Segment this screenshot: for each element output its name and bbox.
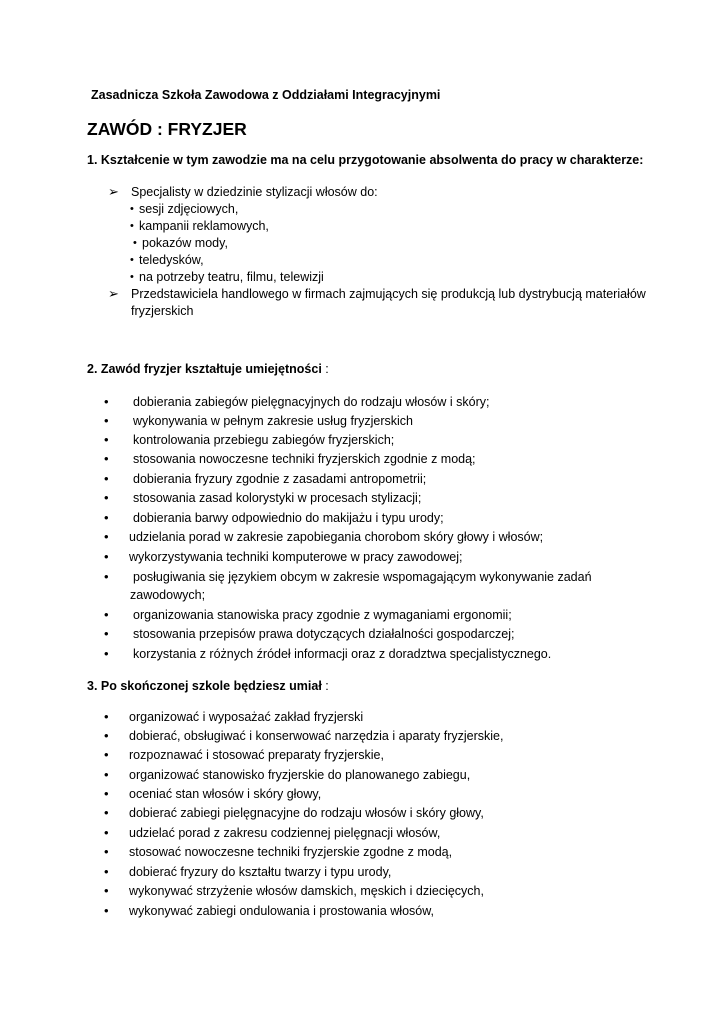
bullet-icon: • — [104, 432, 109, 447]
arrow-bullet-icon: ➢ — [108, 286, 119, 301]
bullet-icon: • — [104, 786, 109, 801]
bullet-icon: • — [104, 451, 109, 466]
section2-item-cont: zawodowych; — [130, 588, 206, 602]
section3-item: dobierać zabiegi pielęgnacyjne do rodzaju włosów i skóry głowy, — [129, 806, 484, 820]
section3-heading — [87, 679, 329, 693]
section2-item: stosowania nowoczesne techniki fryzjerskich zgodnie z modą; — [133, 452, 476, 466]
section2-item: dobierania barwy odpowiednio do makijażu i typu urody; — [133, 511, 444, 525]
section2-heading-bold: 2. Zawód fryzjer kształtuje umiejętności — [87, 362, 322, 376]
section1-heading: 1. Kształcenie w tym zawodzie ma na celu przygotowanie absolwenta do pracy w charakterze: — [87, 153, 644, 167]
section3-item: organizować i wyposażać zakład fryzjerski — [129, 710, 364, 724]
section3-item: udzielać porad z zakresu codziennej pielęgnacji włosów, — [129, 826, 441, 840]
bullet-icon: • — [104, 646, 109, 661]
bullet-icon: • — [130, 203, 134, 215]
bullet-icon: • — [104, 883, 109, 898]
section3-item: rozpoznawać i stosować preparaty fryzjerskie, — [129, 748, 384, 762]
section3-item: dobierać fryzury do kształtu twarzy i typu urody, — [129, 865, 392, 879]
section1-item-specialist: Specjalisty w dziedzinie stylizacji włosów do: — [131, 185, 378, 199]
school-name: Zasadnicza Szkoła Zawodowa z Oddziałami Integracyjnymi — [91, 88, 441, 102]
bullet-icon: • — [104, 413, 109, 428]
section2-item: udzielania porad w zakresie zapobiegania chorobom skóry głowy i włosów; — [129, 530, 544, 544]
bullet-icon: • — [104, 569, 109, 584]
section2-item: stosowania zasad kolorystyki w procesach stylizacji; — [133, 491, 422, 505]
section2-item: dobierania zabiegów pielęgnacyjnych do rodzaju włosów i skóry; — [133, 395, 490, 409]
section3-item: dobierać, obsługiwać i konserwować narzędzia i aparaty fryzjerskie, — [129, 729, 504, 743]
section2-item: dobierania fryzury zgodnie z zasadami antropometrii; — [133, 472, 427, 486]
bullet-icon: • — [104, 549, 109, 564]
bullet-icon: • — [104, 626, 109, 641]
section1-item-sales-rep-cont: fryzjerskich — [131, 304, 194, 318]
bullet-icon: • — [104, 471, 109, 486]
section1-subitem: pokazów mody, — [142, 236, 228, 250]
section2-item: kontrolowania przebiegu zabiegów fryzjerskich; — [133, 433, 395, 447]
section3-heading-bold: 3. Po skończonej szkole będziesz umiał — [87, 679, 322, 693]
section2-item: stosowania przepisów prawa dotyczących działalności gospodarczej; — [133, 627, 515, 641]
section3-item: wykonywać strzyżenie włosów damskich, męskich i dziecięcych, — [129, 884, 484, 898]
section1-subitem: sesji zdjęciowych, — [139, 202, 239, 216]
section2-item: organizowania stanowiska pracy zgodnie z wymaganiami ergonomii; — [133, 608, 512, 622]
bullet-icon: • — [104, 903, 109, 918]
section2-item: korzystania z różnych źródeł informacji oraz z doradztwa specjalistycznego. — [133, 647, 552, 661]
section2-item: posługiwania się językiem obcym w zakresie wspomagającym wykonywanie zadań — [133, 570, 592, 584]
bullet-icon: • — [104, 805, 109, 820]
bullet-icon: • — [104, 529, 109, 544]
section2-item: wykonywania w pełnym zakresie usług fryzjerskich — [133, 414, 413, 428]
section1-item-sales-rep: Przedstawiciela handlowego w firmach zajmujących się produkcją lub dystrybucją materiałów — [131, 287, 646, 301]
section3-item: stosować nowoczesne techniki fryzjerskie zgodne z modą, — [129, 845, 453, 859]
bullet-icon: • — [130, 271, 134, 283]
section2-item: wykorzystywania techniki komputerowe w pracy zawodowej; — [129, 550, 463, 564]
section3-item: organizować stanowisko fryzjerskie do planowanego zabiegu, — [129, 768, 471, 782]
section3-item: oceniać stan włosów i skóry głowy, — [129, 787, 322, 801]
bullet-icon: • — [104, 607, 109, 622]
bullet-icon: • — [130, 220, 134, 232]
section1-subitem: teledysków, — [139, 253, 204, 267]
arrow-bullet-icon: ➢ — [108, 184, 119, 199]
bullet-icon: • — [104, 747, 109, 762]
bullet-icon: • — [104, 864, 109, 879]
bullet-icon: • — [104, 709, 109, 724]
bullet-icon: • — [104, 394, 109, 409]
section2-heading-colon: : — [321, 362, 329, 376]
bullet-icon: • — [104, 844, 109, 859]
section1-subitem: kampanii reklamowych, — [139, 219, 269, 233]
bullet-icon: • — [104, 728, 109, 743]
section3-heading-colon: : — [321, 679, 329, 693]
bullet-icon: • — [104, 510, 109, 525]
section3-item: wykonywać zabiegi ondulowania i prostowania włosów, — [129, 904, 435, 918]
bullet-icon: • — [104, 825, 109, 840]
bullet-icon: • — [130, 254, 134, 266]
bullet-icon: • — [133, 237, 137, 249]
section2-heading — [87, 362, 329, 376]
page-title: ZAWÓD : FRYZJER — [87, 119, 247, 139]
section1-subitem: na potrzeby teatru, filmu, telewizji — [139, 270, 324, 284]
bullet-icon: • — [104, 490, 109, 505]
bullet-icon: • — [104, 767, 109, 782]
